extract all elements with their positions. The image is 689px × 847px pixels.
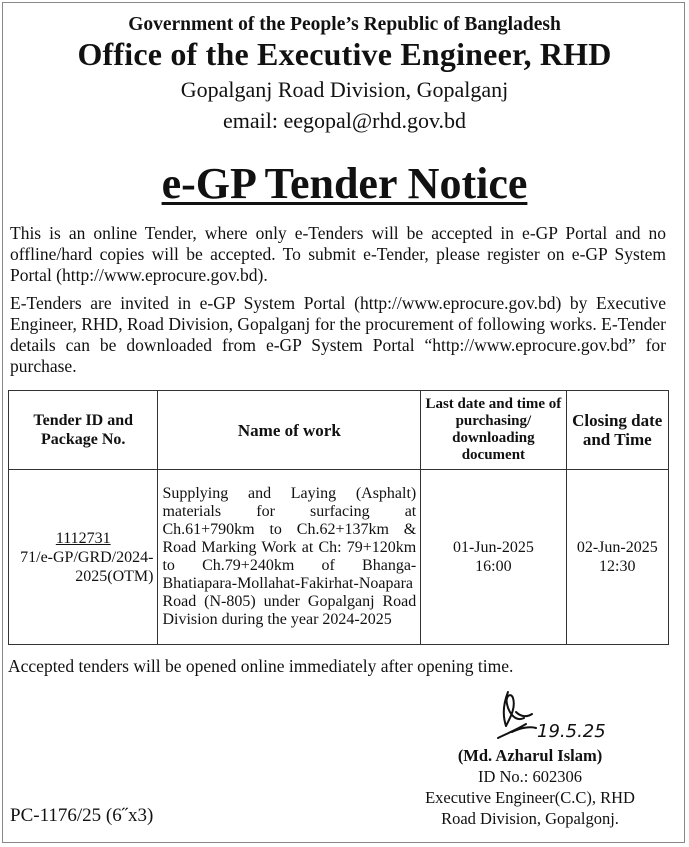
work-name-cell: Supplying and Laying (Asphalt) materials for surfacing at Ch.61+790km to Ch.62+137km & Road Marking Work at Ch: 79+120km to Ch.79+240km of Bhanga-Bhatiapara-Mollahat-Fakirhat-Noapara Road (N-805) under Gopalganj Road Division during the year 2024-2025 [158, 470, 421, 645]
last-date-cell [421, 470, 566, 645]
invitation-paragraph: E-Tenders are invited in e-GP System Portal (http://www.eprocure.gov.bd) by Executive Engineer, RHD, Road Division, Gopalganj for the procurement of following works. E-Tender details can be downloaded from e-GP System Portal “http://www.eprocure.gov.bd” for purchase. [10, 293, 666, 376]
email-line: email: eegopal@rhd.gov.bd [222, 108, 467, 133]
header-closing: Closing date and Time [566, 391, 668, 470]
header-last-date: Last date and time of purchasing/ downloading document [421, 391, 566, 470]
tender-table [8, 390, 669, 645]
signatory-designation: Executive Engineer(C.C), RHD [425, 788, 635, 807]
header-work-name: Name of work [158, 391, 421, 470]
last-time: 16:00 [475, 558, 512, 575]
notice-title: e-GP Tender Notice [161, 159, 528, 208]
closing-cell [566, 470, 668, 645]
office-heading: Office of the Executive Engineer, RHD [77, 36, 612, 72]
opening-note: Accepted tenders will be opened online immediately after opening time. [8, 656, 514, 676]
closing-date: 02-Jun-2025 [576, 539, 658, 556]
package-no: 71/e-GP/GRD/2024-2025(OTM) [20, 548, 154, 585]
signatory-name: (Md. Azharul Islam) [457, 746, 603, 765]
division-heading: Gopalganj Road Division, Gopalganj [180, 77, 509, 102]
intro-paragraph: This is an online Tender, where only e-Tenders will be accepted in e-GP Portal and no offline/hard copies will be accepted. To submit e-Tender, please register on e-GP System Portal (http://www.eprocure.gov.bd). [10, 223, 666, 285]
tender-id-cell [9, 470, 158, 645]
table-header-row [9, 391, 669, 470]
last-date: 01-Jun-2025 [452, 539, 534, 556]
table-row [9, 470, 669, 645]
signatory-id: ID No.: 602306 [477, 767, 583, 786]
header-tender-id: Tender ID and Package No. [9, 391, 158, 470]
signature-date: 19.5.25 [537, 721, 606, 742]
tender-id-link[interactable]: 1112731 [55, 529, 111, 547]
signatory-office: Road Division, Gopalgonj. [441, 809, 619, 828]
closing-time: 12:30 [599, 558, 636, 575]
pc-code: PC-1176/25 (6˝x3) [10, 805, 154, 826]
signature-block [360, 745, 689, 829]
government-heading: Government of the People’s Republic of Bangladesh [128, 14, 561, 35]
